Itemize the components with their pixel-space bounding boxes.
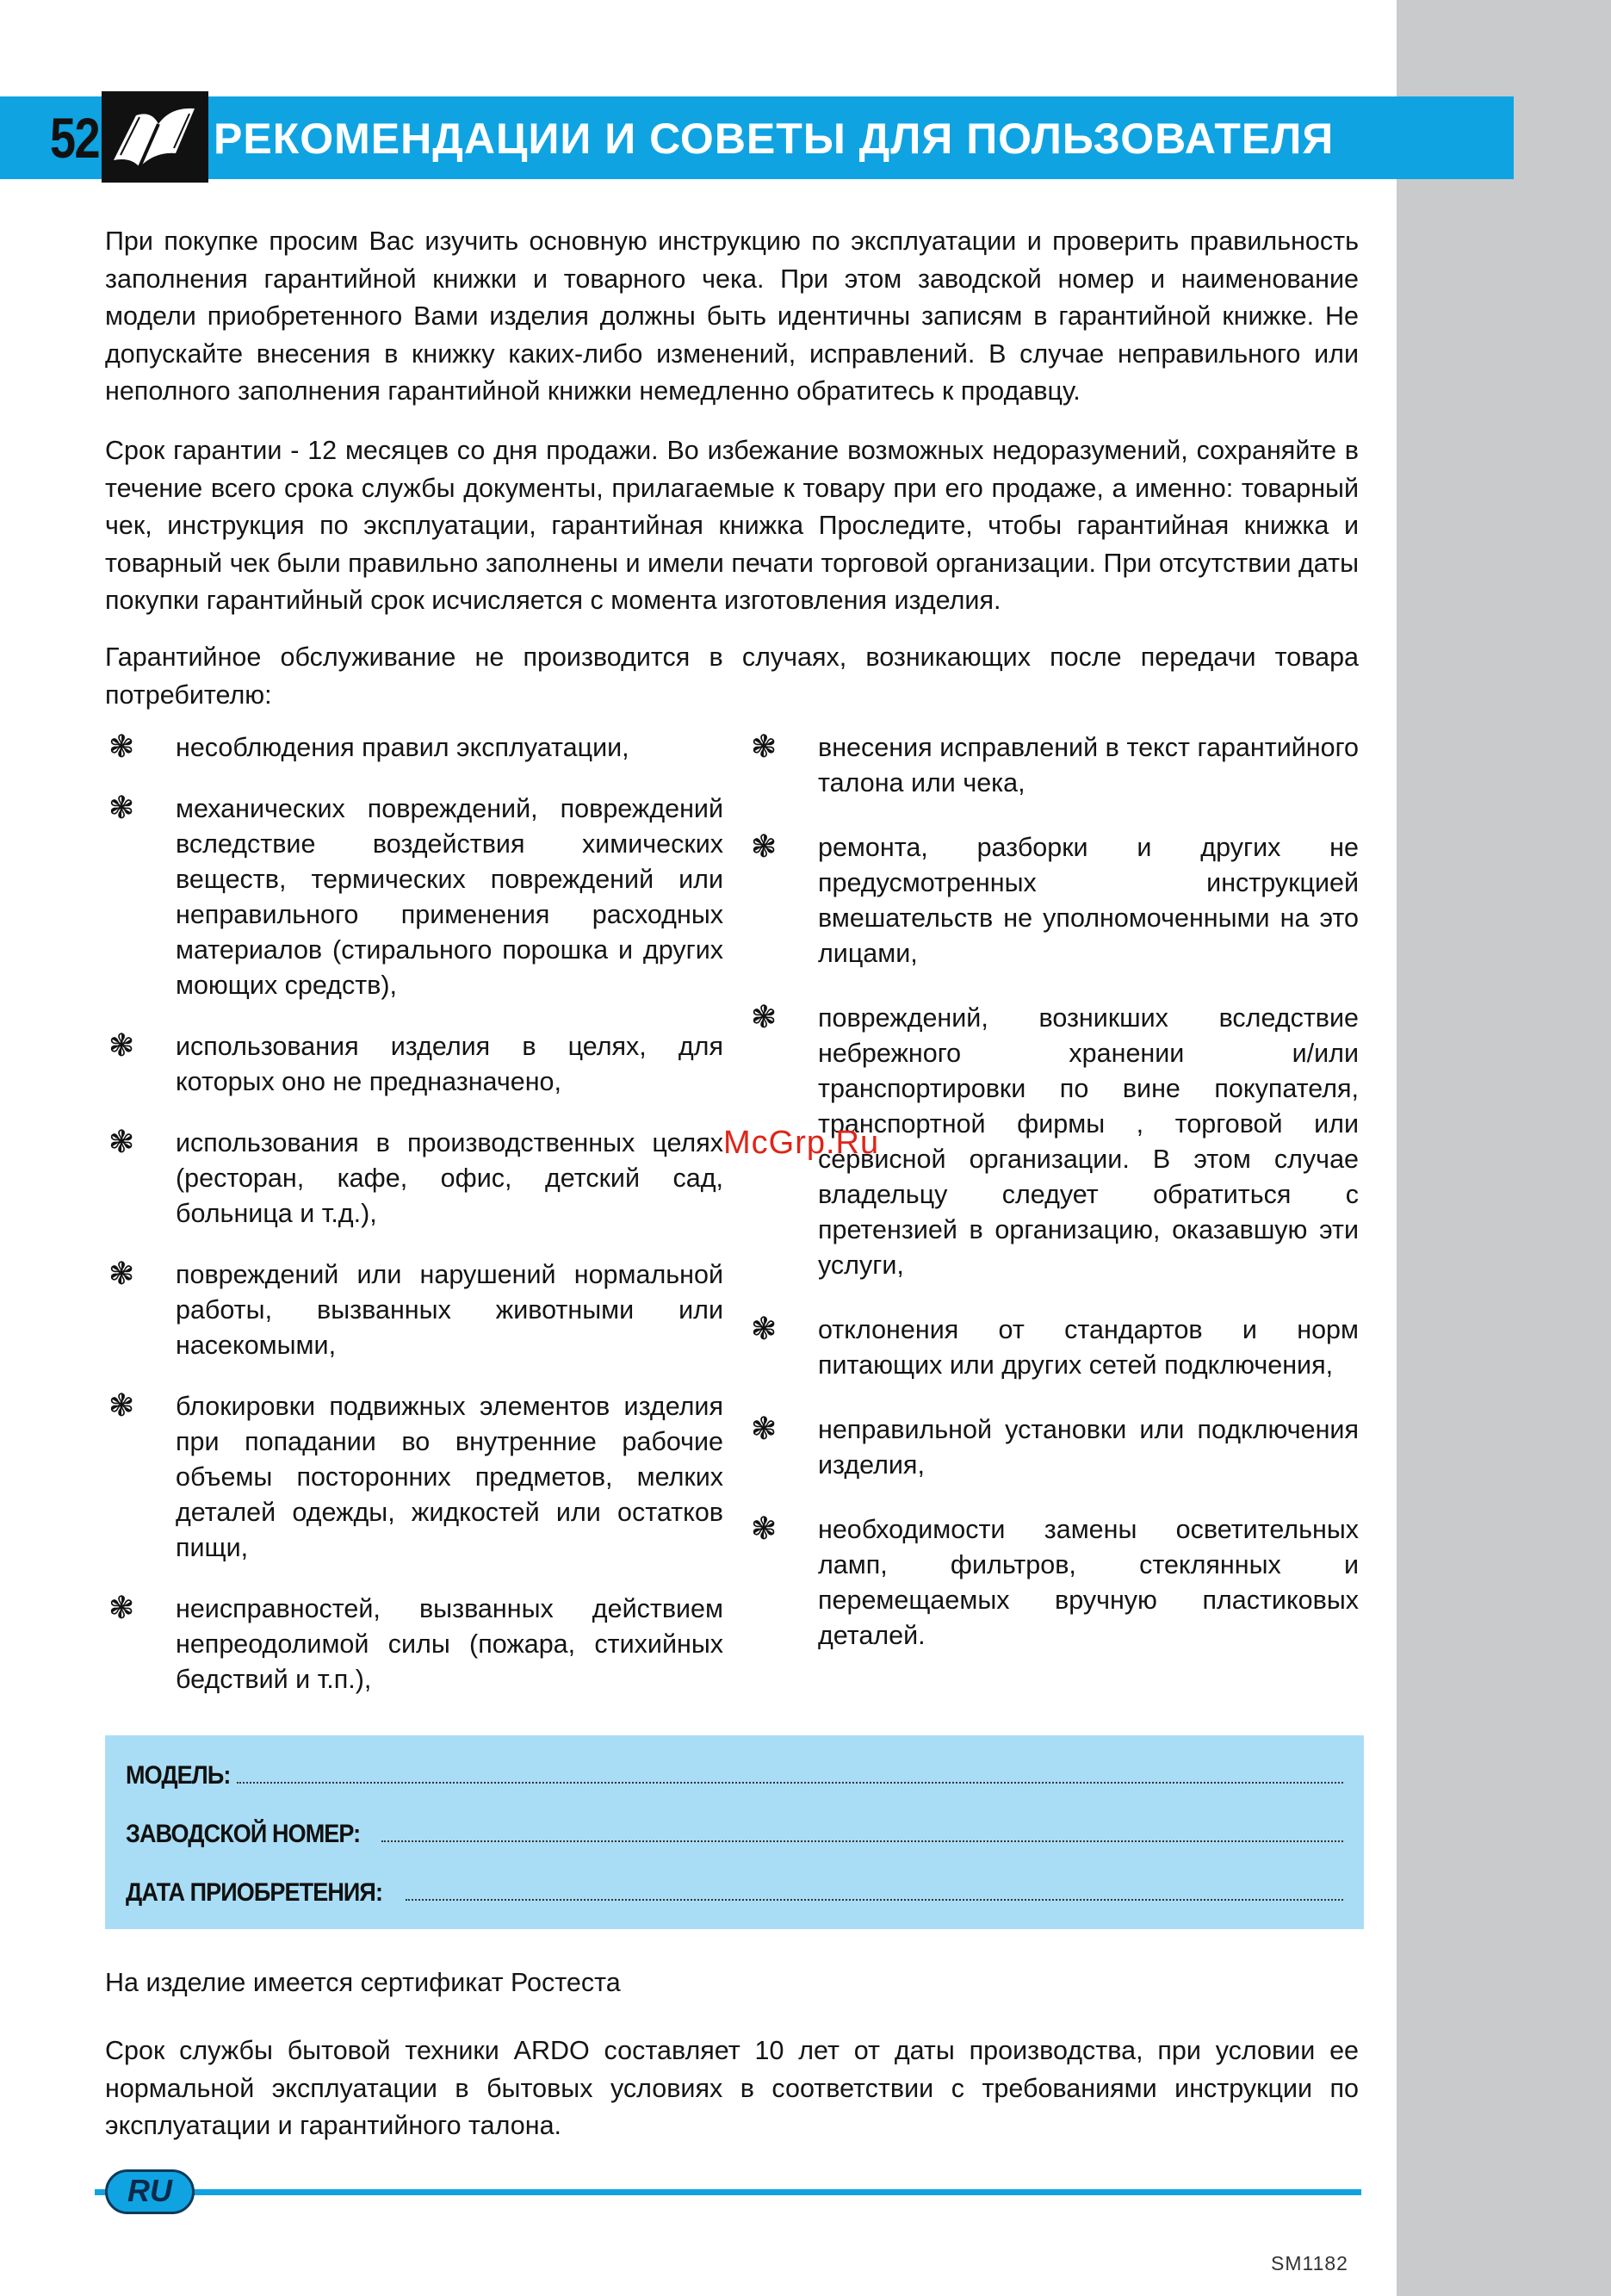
date-label: ДАТА ПРИОБРЕТЕНИЯ: — [126, 1878, 383, 1907]
intro-paragraph-2: Срок гарантии - 12 месяцев со дня продажи. Во избежание возможных недоразумений, сохраняйте в течение всего срока службы документы, прилагаемые к товару при его продаже, а именно: товарный чек, инструкция по эксплуатации, гарантийная книжка Проследите, чтобы гарантийная книжка и товарный чек были правильно заполнены и имели печати торговой организации. При отсутствии даты покупки гарантийный срок исчисляется с момента изготовления изделия. — [105, 436, 1359, 616]
exclusions-list-right — [747, 730, 1359, 1654]
exclusions-list-left — [105, 730, 723, 1697]
model-row — [126, 1753, 1343, 1790]
model-label: МОДЕЛЬ: — [126, 1761, 231, 1790]
asterisk-star-icon: ❃ — [751, 1311, 778, 1346]
document-code: SM1182 — [1271, 2252, 1348, 2274]
list-item — [105, 791, 723, 1003]
side-strip — [1397, 0, 1611, 2296]
list-item — [105, 730, 723, 766]
list-item-text: блокировки подвижных элементов изделия при попадании во внутренние рабочие объемы посторонних предметов, мелких деталей одежды, жидкостей или остатков пищи, — [176, 1392, 723, 1562]
list-item-text: ремонта, разборки и других не предусмотренных инструкцией вмешательств не уполномоченными на это лицами, — [818, 833, 1359, 968]
asterisk-star-icon: ❃ — [108, 1256, 135, 1291]
asterisk-star-icon: ❃ — [108, 1124, 135, 1159]
list-item-text: несоблюдения правил эксплуатации, — [176, 733, 629, 762]
list-item-text: повреждений или нарушений нормальной работы, вызванных животными или насекомыми, — [176, 1260, 723, 1360]
list-item-text: использования изделия в целях, для которых оно не предназначено, — [176, 1032, 723, 1096]
asterisk-star-icon: ❃ — [108, 790, 135, 825]
list-item-text: необходимости замены осветительных ламп, фильтров, стеклянных и перемещаемых вручную пластиковых деталей. — [818, 1515, 1359, 1650]
list-item — [105, 1126, 723, 1232]
list-item-text: неисправностей, вызванных действием непреодолимой силы (пожара, стихийных бедствий и т.п.), — [176, 1594, 723, 1694]
asterisk-star-icon: ❃ — [108, 729, 135, 764]
list-item — [747, 830, 1359, 971]
list-item-text: неправильной установки или подключения изделия, — [818, 1415, 1359, 1480]
asterisk-star-icon: ❃ — [108, 1027, 135, 1063]
serial-label: ЗАВОДСКОЙ НОМЕР: — [126, 1820, 361, 1848]
list-item-text: механических повреждений, повреждений вследствие воздействия химических веществ, термических повреждений или неправильного применения расходных материалов (стирального порошка и других моющих средств), — [176, 794, 723, 1000]
asterisk-star-icon: ❃ — [751, 828, 778, 864]
service-life-paragraph: Срок службы бытовой техники ARDO составляет 10 лет от даты производства, при условии ее нормальной эксплуатации в бытовых условиях в соответствии с требованиями инструкции по эксплуатации и гарантийного талона. — [105, 2036, 1359, 2141]
list-item — [747, 1412, 1359, 1483]
model-field[interactable] — [237, 1782, 1343, 1784]
list-item-text: внесения исправлений в текст гарантийного талона или чека, — [818, 733, 1359, 797]
list-item — [105, 1592, 723, 1697]
page-title: РЕКОМЕНДАЦИИ И СОВЕТЫ ДЛЯ ПОЛЬЗОВАТЕЛЯ — [214, 115, 1335, 163]
asterisk-star-icon: ❃ — [751, 1511, 778, 1546]
serial-row — [126, 1811, 1343, 1849]
list-item — [105, 1257, 723, 1363]
asterisk-star-icon: ❃ — [751, 1411, 778, 1446]
date-row — [126, 1870, 1343, 1908]
list-item — [105, 1389, 723, 1566]
serial-field[interactable] — [381, 1840, 1343, 1842]
purchase-info-form — [105, 1735, 1364, 1929]
list-item-text: повреждений, возникших вследствие небрежного хранении и/или транспортировки по вине покупателя, транспортной фирмы , торговой или сервисной организации. В этом случае владельцу следует обратиться с претензией в организацию, оказавшую эти услуги, — [818, 1003, 1359, 1280]
list-item — [747, 1312, 1359, 1383]
watermark: McGrp.Ru — [723, 1125, 880, 1161]
list-item-text: отклонения от стандартов и норм питающих или других сетей подключения, — [818, 1315, 1359, 1380]
list-item-text: использования в производственных целях (ресторан, кафе, офис, детский сад, больница и т.д.), — [176, 1128, 723, 1228]
asterisk-star-icon: ❃ — [751, 729, 778, 764]
asterisk-star-icon: ❃ — [108, 1590, 135, 1625]
open-book-icon — [102, 91, 208, 183]
list-item — [747, 730, 1359, 801]
asterisk-star-icon: ❃ — [108, 1387, 135, 1423]
intro-paragraph-1: При покупке просим Вас изучить основную инструкцию по эксплуатации и проверить правильность заполнения гарантийной книжки и товарного чека. При этом заводской номер и наименование модели приобретенного Вами изделия должны быть идентичны записям в гарантийной книжке. Не допускайте внесения в книжку каких-либо изменений, исправлений. В случае неправильного или неполного заполнения гарантийной книжки немедленно обратитесь к продавцу. — [105, 226, 1359, 406]
asterisk-star-icon: ❃ — [751, 999, 778, 1034]
date-field[interactable] — [406, 1899, 1343, 1901]
footer-rule — [134, 2189, 1361, 2195]
page-number: 52 — [50, 106, 99, 170]
list-item — [105, 1029, 723, 1100]
list-item — [747, 1512, 1359, 1654]
intro-paragraph-3: Гарантийное обслуживание не производится в случаях, возникающих после передачи товара потребителю: — [105, 642, 1359, 710]
certificate-note: На изделие имеется сертификат Ростеста — [105, 1968, 621, 1997]
language-badge: RU — [105, 2169, 195, 2214]
